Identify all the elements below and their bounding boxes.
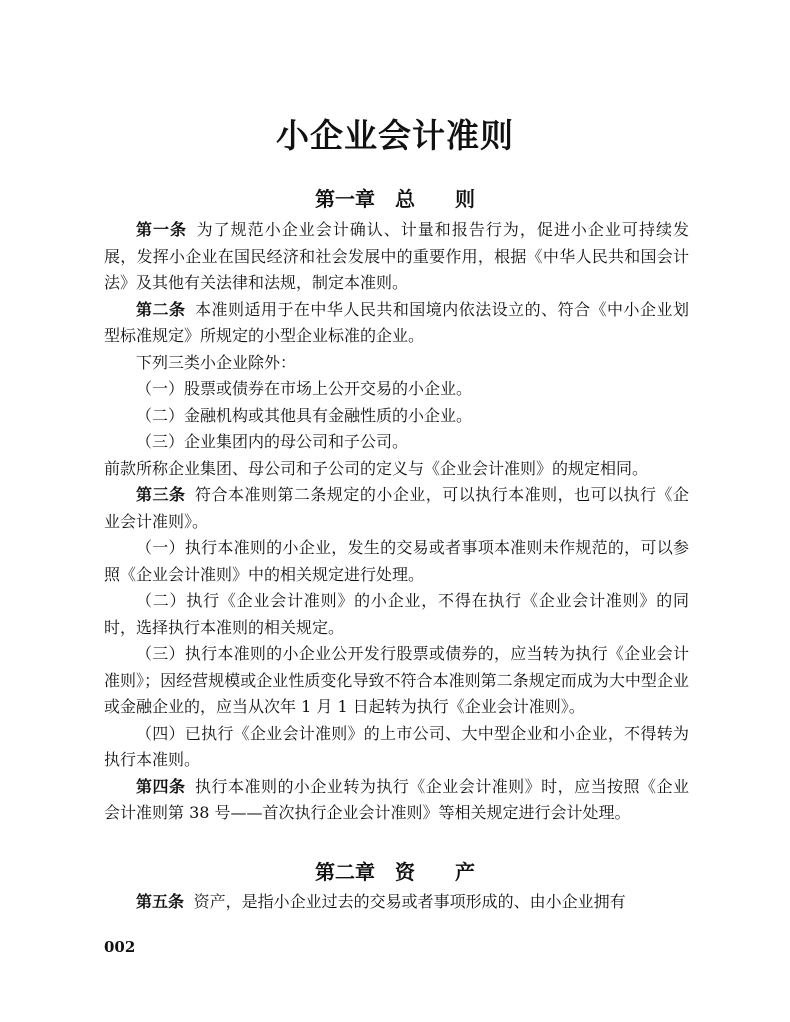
paragraph xyxy=(104,721,689,774)
paragraph-text: （二）金融机构或其他具有金融性质的小企业。 xyxy=(136,405,473,425)
article-text: 为了规范小企业会计确认、计量和报告行为，促进小企业可持续发展，发挥小企业在国民经济和社会发展中的重要作用，根据《中华人民共和国会计法》及其他有关法律和法规，制定本准则。 xyxy=(104,220,689,292)
paragraph-text: （一）执行本准则的小企业，发生的交易或者事项本准则未作规范的，可以参照《企业会计准则》中的相关规定进行处理。 xyxy=(104,538,689,584)
chapter-2-body xyxy=(104,889,689,916)
article-text: 符合本准则第二条规定的小企业，可以执行本准则，也可以执行《企业会计准则》。 xyxy=(104,485,689,531)
article-text: 执行本准则的小企业转为执行《企业会计准则》时，应当按照《企业会计准则第 38 号——首次执行企业会计准则》等相关规定进行会计处理。 xyxy=(104,776,689,822)
article-text: 资产，是指小企业过去的交易或者事项形成的、由小企业拥有 xyxy=(193,892,626,911)
paragraph xyxy=(104,641,689,721)
article-1 xyxy=(104,217,689,297)
article-text: 本准则适用于在中华人民共和国境内依法设立的、符合《中小企业划型标准规定》所规定的小型企业标准的企业。 xyxy=(104,299,689,345)
paragraph xyxy=(104,403,689,430)
chapter-heading-2: 第二章 资 产 xyxy=(315,860,475,884)
page-number: 002 xyxy=(104,938,136,956)
article-label: 第一条 xyxy=(136,220,188,239)
paragraph-text: 前款所称企业集团、母公司和子公司的定义与《企业会计准则》的规定相同。 xyxy=(104,458,649,478)
paragraph-text: （一）股票或债券在市场上公开交易的小企业。 xyxy=(136,379,473,398)
article-4 xyxy=(104,774,689,827)
paragraph xyxy=(104,456,689,483)
paragraph xyxy=(104,350,689,377)
paragraph xyxy=(104,535,689,588)
chapter-1-body xyxy=(104,217,689,827)
article-5 xyxy=(104,889,689,916)
paragraph xyxy=(104,429,689,456)
article-label: 第三条 xyxy=(136,485,186,504)
chapter-heading-1: 第一章 总 则 xyxy=(315,187,475,211)
paragraph-text: （二）执行《企业会计准则》的小企业，不得在执行《企业会计准则》的同时，选择执行本准则的相关规定。 xyxy=(104,591,689,637)
paragraph-text: （四）已执行《企业会计准则》的上市公司、大中型企业和小企业，不得转为执行本准则。 xyxy=(104,723,689,769)
article-label: 第五条 xyxy=(136,892,185,911)
paragraph-text: 下列三类小企业除外： xyxy=(136,352,297,372)
paragraph-text: （三）执行本准则的小企业公开发行股票或债券的，应当转为执行《企业会计准则》；因经营规模或企业性质变化导致不符合本准则第二条规定而成为大中型企业或金融企业的，应当从次年 1 月 1 日起转为执行《企业会计准则》。 xyxy=(104,644,689,716)
article-3 xyxy=(104,482,689,535)
article-label: 第四条 xyxy=(136,776,186,796)
document-title: 小企业会计准则 xyxy=(276,116,514,155)
paragraph xyxy=(104,588,689,641)
paragraph xyxy=(104,376,689,403)
article-2 xyxy=(104,297,689,350)
article-label: 第二条 xyxy=(136,299,186,319)
paragraph-text: （三）企业集团内的母公司和子公司。 xyxy=(136,432,409,451)
